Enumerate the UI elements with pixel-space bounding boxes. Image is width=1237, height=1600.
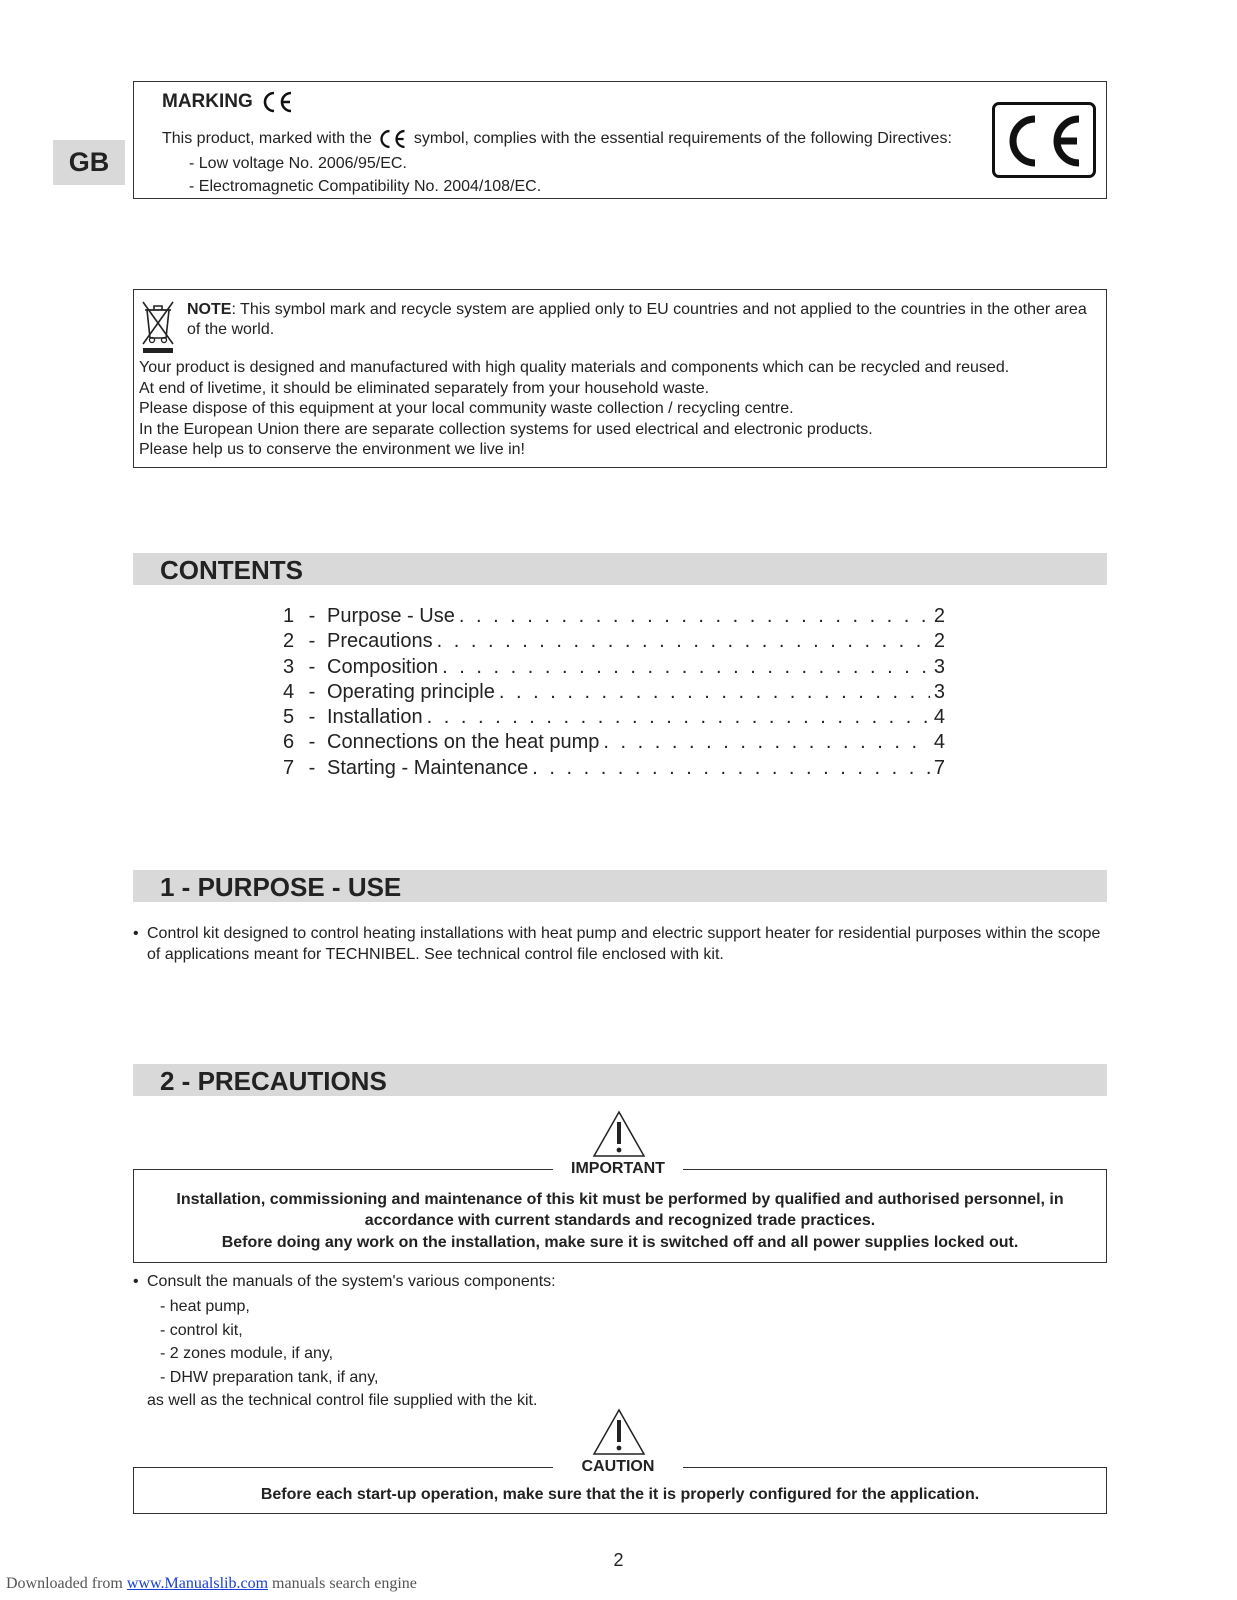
marking-box [133,81,1107,199]
note-line: Your product is designed and manufactured with high quality materials and components which can be recycled and reused. [139,359,1010,376]
toc-entry[interactable] [283,630,945,655]
important-label: IMPORTANT [571,1160,665,1177]
important-text: Installation, commissioning and maintenance of this kit must be performed by qualified and authorised personnel, in accordance with current standards and recognized trade practices. [176,1191,1064,1229]
toc-leader [459,605,930,628]
note-body [139,358,1009,461]
toc-leader [532,757,930,780]
directive-list [189,152,541,198]
footer-suffix: manuals search engine [268,1575,417,1592]
toc-separator: - [308,731,316,754]
component-item: - control kit, [160,1321,243,1339]
note-line: Please dispose of this equipment at your local community waste collection / recycling centre. [139,400,794,417]
toc-entry[interactable] [283,656,945,681]
component-item: - heat pump, [160,1298,250,1315]
toc-page: 3 [933,680,945,703]
marking-text-before: This product, marked with the [162,130,372,147]
toc-title: Composition [327,655,439,678]
caution-text: Before each start-up operation, make sure that the it is properly configured for the application. [260,1486,980,1503]
toc-page: 2 [933,630,945,653]
component-list [160,1295,378,1389]
important-text: Before doing any work on the installation, make sure it is switched off and all power supplies locked out. [221,1234,1019,1251]
toc-title: Purpose - Use [327,605,455,627]
warning-triangle-icon [592,1110,646,1158]
toc-page: 7 [933,756,945,779]
toc-separator: - [308,605,316,627]
ce-mark-icon [261,90,295,114]
component-item: - DHW preparation tank, if any, [160,1368,379,1386]
table-of-contents [283,605,945,782]
toc-leader [437,630,930,653]
note-header [187,300,1097,340]
purpose-heading: 1 - PURPOSE - USE [133,870,1107,902]
toc-separator: - [308,756,316,779]
purpose-text: Control kit designed to control heating installations with heat pump and electric support heater for residential purposes within the scope of applications meant for TECHNIBEL. See technical control file enclosed with kit. [147,925,1101,963]
bullet-icon: • [133,1273,139,1290]
toc-page: 3 [933,655,945,678]
toc-entry[interactable] [283,605,945,630]
ce-mark-inline-icon [378,128,408,150]
toc-separator: - [308,680,316,703]
toc-leader [442,656,930,679]
toc-leader [603,731,929,754]
toc-leader [499,681,930,704]
component-item: - 2 zones module, if any, [160,1345,334,1362]
toc-title: Installation [327,706,423,729]
consult-text: Consult the manuals of the system's various components: [147,1273,556,1290]
recycle-note-box [133,289,1107,468]
consult-paragraph [133,1272,1047,1293]
directive-item: - Low voltage No. 2006/95/EC. [189,155,407,172]
important-box [133,1169,1107,1263]
precautions-heading: 2 - PRECAUTIONS [133,1064,1107,1096]
toc-separator: - [308,655,316,678]
toc-number: 6 [283,731,295,754]
note-line: In the European Union there are separate collection systems for used electrical and electronic products. [139,420,873,438]
toc-number: 7 [283,756,295,779]
note-header-text: : This symbol mark and recycle system are applied only to EU countries and not applied to the countries in the other area of the world. [187,301,1087,338]
toc-number: 3 [283,655,295,678]
language-tag: GB [53,140,125,185]
toc-page: 4 [933,706,945,729]
contents-heading: CONTENTS [133,553,1107,585]
toc-separator: - [308,630,316,653]
marking-title-text: MARKING [162,91,253,112]
toc-number: 5 [283,706,295,729]
toc-entry[interactable] [283,731,945,756]
directive-item: - Electromagnetic Compatibility No. 2004/108/EC. [189,178,542,195]
toc-title: Operating principle [327,680,495,703]
marking-statement [162,128,952,150]
toc-page: 4 [933,731,945,754]
manualslib-link[interactable]: www.Manualslib.com [126,1575,269,1592]
toc-page: 2 [933,605,945,627]
download-footer [6,1575,417,1593]
marking-title [162,90,295,114]
purpose-paragraph [133,924,1107,965]
footer-prefix: Downloaded from [6,1575,127,1592]
caution-label: CAUTION [581,1458,655,1475]
toc-separator: - [308,706,316,729]
warning-triangle-icon [592,1408,646,1456]
consult-end: as well as the technical control file supplied with the kit. [147,1392,538,1409]
toc-title: Starting - Maintenance [327,756,529,779]
toc-title: Connections on the heat pump [327,731,600,754]
toc-number: 1 [283,605,295,627]
note-line: At end of livetime, it should be eliminated separately from your household waste. [139,379,710,397]
crossed-bin-icon [139,298,177,354]
toc-title: Precautions [327,630,433,653]
note-line: Please help us to conserve the environment we live in! [139,441,525,458]
bullet-icon: • [133,925,139,942]
toc-entry[interactable] [283,757,945,782]
toc-leader [427,706,930,729]
toc-entry[interactable] [283,681,945,706]
ce-logo-icon [992,102,1096,178]
toc-number: 4 [283,680,295,703]
toc-entry[interactable] [283,706,945,731]
toc-number: 2 [283,630,295,653]
caution-box [133,1467,1107,1514]
marking-text-after: symbol, complies with the essential requirements of the following Directives: [413,130,952,147]
page-number: 2 [613,1550,624,1570]
note-label: NOTE [187,301,232,318]
